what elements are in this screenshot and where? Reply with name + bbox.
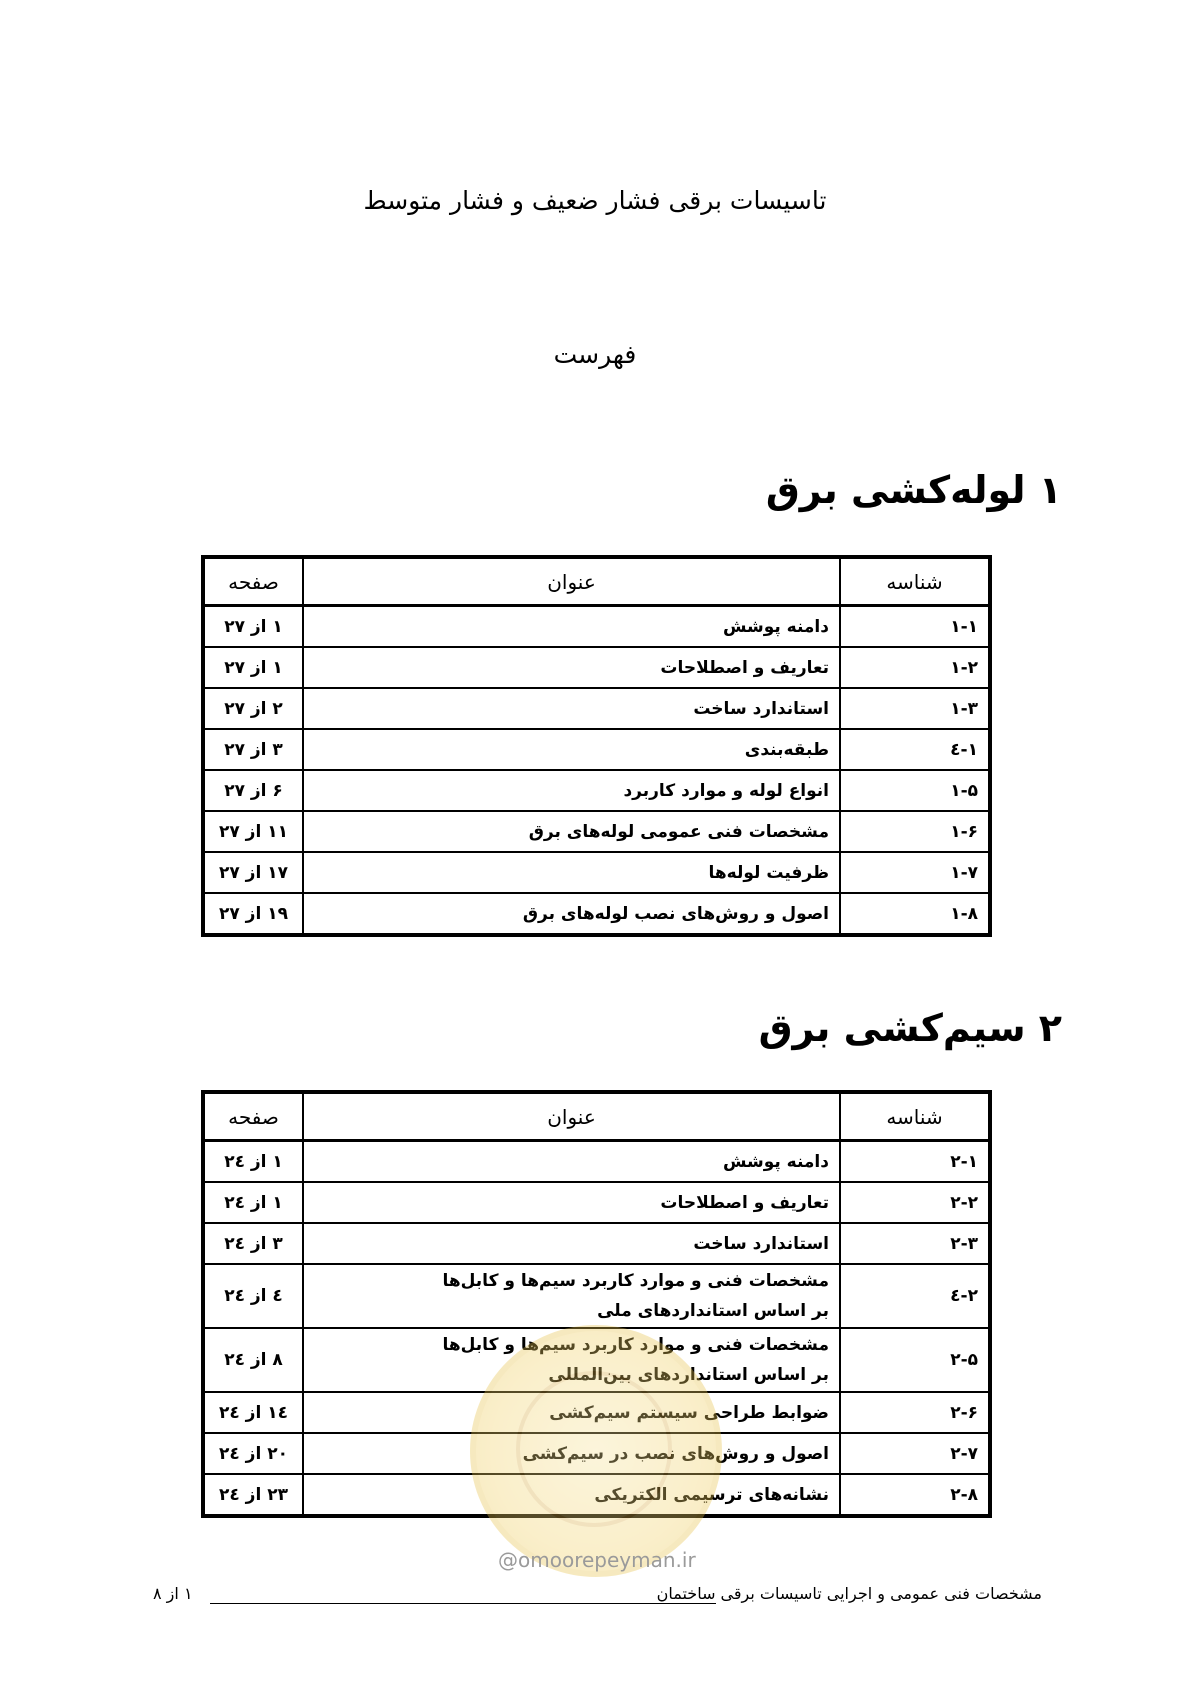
table-row: [203, 852, 990, 893]
row-page: ۱ از ۲۷: [203, 647, 303, 688]
row-id: ۲-۳: [840, 1223, 990, 1264]
row-page: ۶ از ۲۷: [203, 770, 303, 811]
row-page: ۱ از ۲۷: [203, 606, 303, 648]
row-title: [303, 893, 840, 935]
toc-table-conduit: [201, 555, 992, 937]
column-header-id: شناسه: [840, 557, 990, 606]
row-title: [303, 729, 840, 770]
watermark-seal: [470, 1325, 722, 1577]
toc-title: فهرست: [553, 340, 637, 369]
row-id: ۱-۶: [840, 811, 990, 852]
row-title: [303, 688, 840, 729]
row-page: ۸ از ۲٤: [203, 1328, 303, 1392]
row-title: [303, 606, 840, 648]
row-title: [303, 647, 840, 688]
row-title-line: مشخصات فنی و موارد کاربرد سیم‌ها و کابل‌ها: [442, 1271, 829, 1291]
table-row: [203, 811, 990, 852]
row-title-line: دامنه پوشش: [722, 616, 829, 637]
row-title: [303, 1182, 840, 1223]
row-title: [303, 852, 840, 893]
row-page: ۳ از ۲۷: [203, 729, 303, 770]
table-header-row: [203, 557, 990, 606]
row-id: ۲-۵: [840, 1328, 990, 1392]
row-id: ۱-۷: [840, 852, 990, 893]
row-title-line: دامنه پوشش: [722, 1151, 829, 1172]
row-id: ۱-۲: [840, 647, 990, 688]
table-row: [203, 647, 990, 688]
row-id: ۲-۸: [840, 1474, 990, 1516]
row-title: [303, 770, 840, 811]
row-title-line: مشخصات فنی و موارد کاربرد سیم‌ها و کابل‌ها: [442, 1335, 829, 1355]
row-id: ۲-۶: [840, 1392, 990, 1433]
table-row: [203, 1223, 990, 1264]
table-header-row: [203, 1092, 990, 1141]
row-page: ۱۷ از ۲۷: [203, 852, 303, 893]
row-id: ۱-۸: [840, 893, 990, 935]
row-title-line: استاندارد ساخت: [693, 698, 829, 719]
row-title-line: مشخصات فنی عمومی لوله‌های برق: [528, 821, 829, 842]
row-id: ۱-۳: [840, 688, 990, 729]
footer-text: مشخصات فنی عمومی و اجرایی تاسیسات برقی ساختمان: [656, 1584, 1042, 1603]
row-title-line: بر اساس استانداردهای بین‌المللی: [548, 1365, 829, 1385]
row-title-line: بر اساس استانداردهای ملی: [597, 1301, 829, 1321]
row-id: ۲-٤: [840, 1264, 990, 1328]
column-header-title: عنوان: [303, 1092, 840, 1141]
row-page: ۲۰ از ۲٤: [203, 1433, 303, 1474]
row-title-line: ظرفیت لوله‌ها: [708, 862, 829, 883]
row-page: ۱ از ۲٤: [203, 1182, 303, 1223]
row-page: ۱٤ از ۲٤: [203, 1392, 303, 1433]
table-row: [203, 770, 990, 811]
column-header-title: عنوان: [303, 557, 840, 606]
row-title-line: نشانه‌های ترسیمی الکتریکی: [594, 1484, 829, 1505]
row-title-line: طبقه‌بندی: [744, 739, 829, 760]
table-row: [203, 729, 990, 770]
row-title-line: استاندارد ساخت: [693, 1233, 829, 1254]
row-id: ۱-۵: [840, 770, 990, 811]
table-row: [203, 688, 990, 729]
table-row: [203, 1182, 990, 1223]
table-row: [203, 606, 990, 648]
watermark-site: @omoorepeyman.ir: [498, 1548, 696, 1572]
watermark-seal-inner: [516, 1371, 672, 1527]
table-row: [203, 1264, 990, 1328]
row-id: ۲-۷: [840, 1433, 990, 1474]
row-title-line: اصول و روش‌های نصب لوله‌های برق: [522, 903, 829, 924]
row-page: ۱۱ از ۲۷: [203, 811, 303, 852]
row-title-line: تعاریف و اصطلاحات: [660, 657, 829, 678]
section-heading-conduit: ۱ لوله‌کشی برق: [765, 468, 1062, 512]
row-page: ۳ از ۲٤: [203, 1223, 303, 1264]
row-id: ۱-٤: [840, 729, 990, 770]
row-title-line: اصول و روش‌های نصب در سیم‌کشی: [522, 1443, 829, 1464]
row-id: ۲-۲: [840, 1182, 990, 1223]
row-title: [303, 1141, 840, 1183]
document-title: تاسیسات برقی فشار ضعیف و فشار متوسط: [363, 186, 827, 215]
row-title-line: تعاریف و اصطلاحات: [660, 1192, 829, 1213]
row-page: ۲۳ از ۲٤: [203, 1474, 303, 1516]
row-title: [303, 811, 840, 852]
column-header-page: صفحه: [203, 557, 303, 606]
row-title: [303, 1264, 840, 1328]
row-page: ۱ از ۲٤: [203, 1141, 303, 1183]
table-row: [203, 1141, 990, 1183]
row-id: ۱-۱: [840, 606, 990, 648]
column-header-id: شناسه: [840, 1092, 990, 1141]
table-row: [203, 893, 990, 935]
column-header-page: صفحه: [203, 1092, 303, 1141]
row-title-line: انواع لوله و موارد کاربرد: [623, 780, 829, 801]
row-page: ۲ از ۲۷: [203, 688, 303, 729]
footer-rule: [210, 1603, 716, 1604]
row-title-line: ضوابط طراحی سیستم سیم‌کشی: [549, 1402, 829, 1423]
row-title: [303, 1223, 840, 1264]
row-page: ۱۹ از ۲۷: [203, 893, 303, 935]
footer-page-number: ۱ از ۸: [153, 1584, 193, 1603]
section-heading-wiring: ۲ سیم‌کشی برق: [758, 1006, 1062, 1050]
row-page: ٤ از ۲٤: [203, 1264, 303, 1328]
row-id: ۲-۱: [840, 1141, 990, 1183]
